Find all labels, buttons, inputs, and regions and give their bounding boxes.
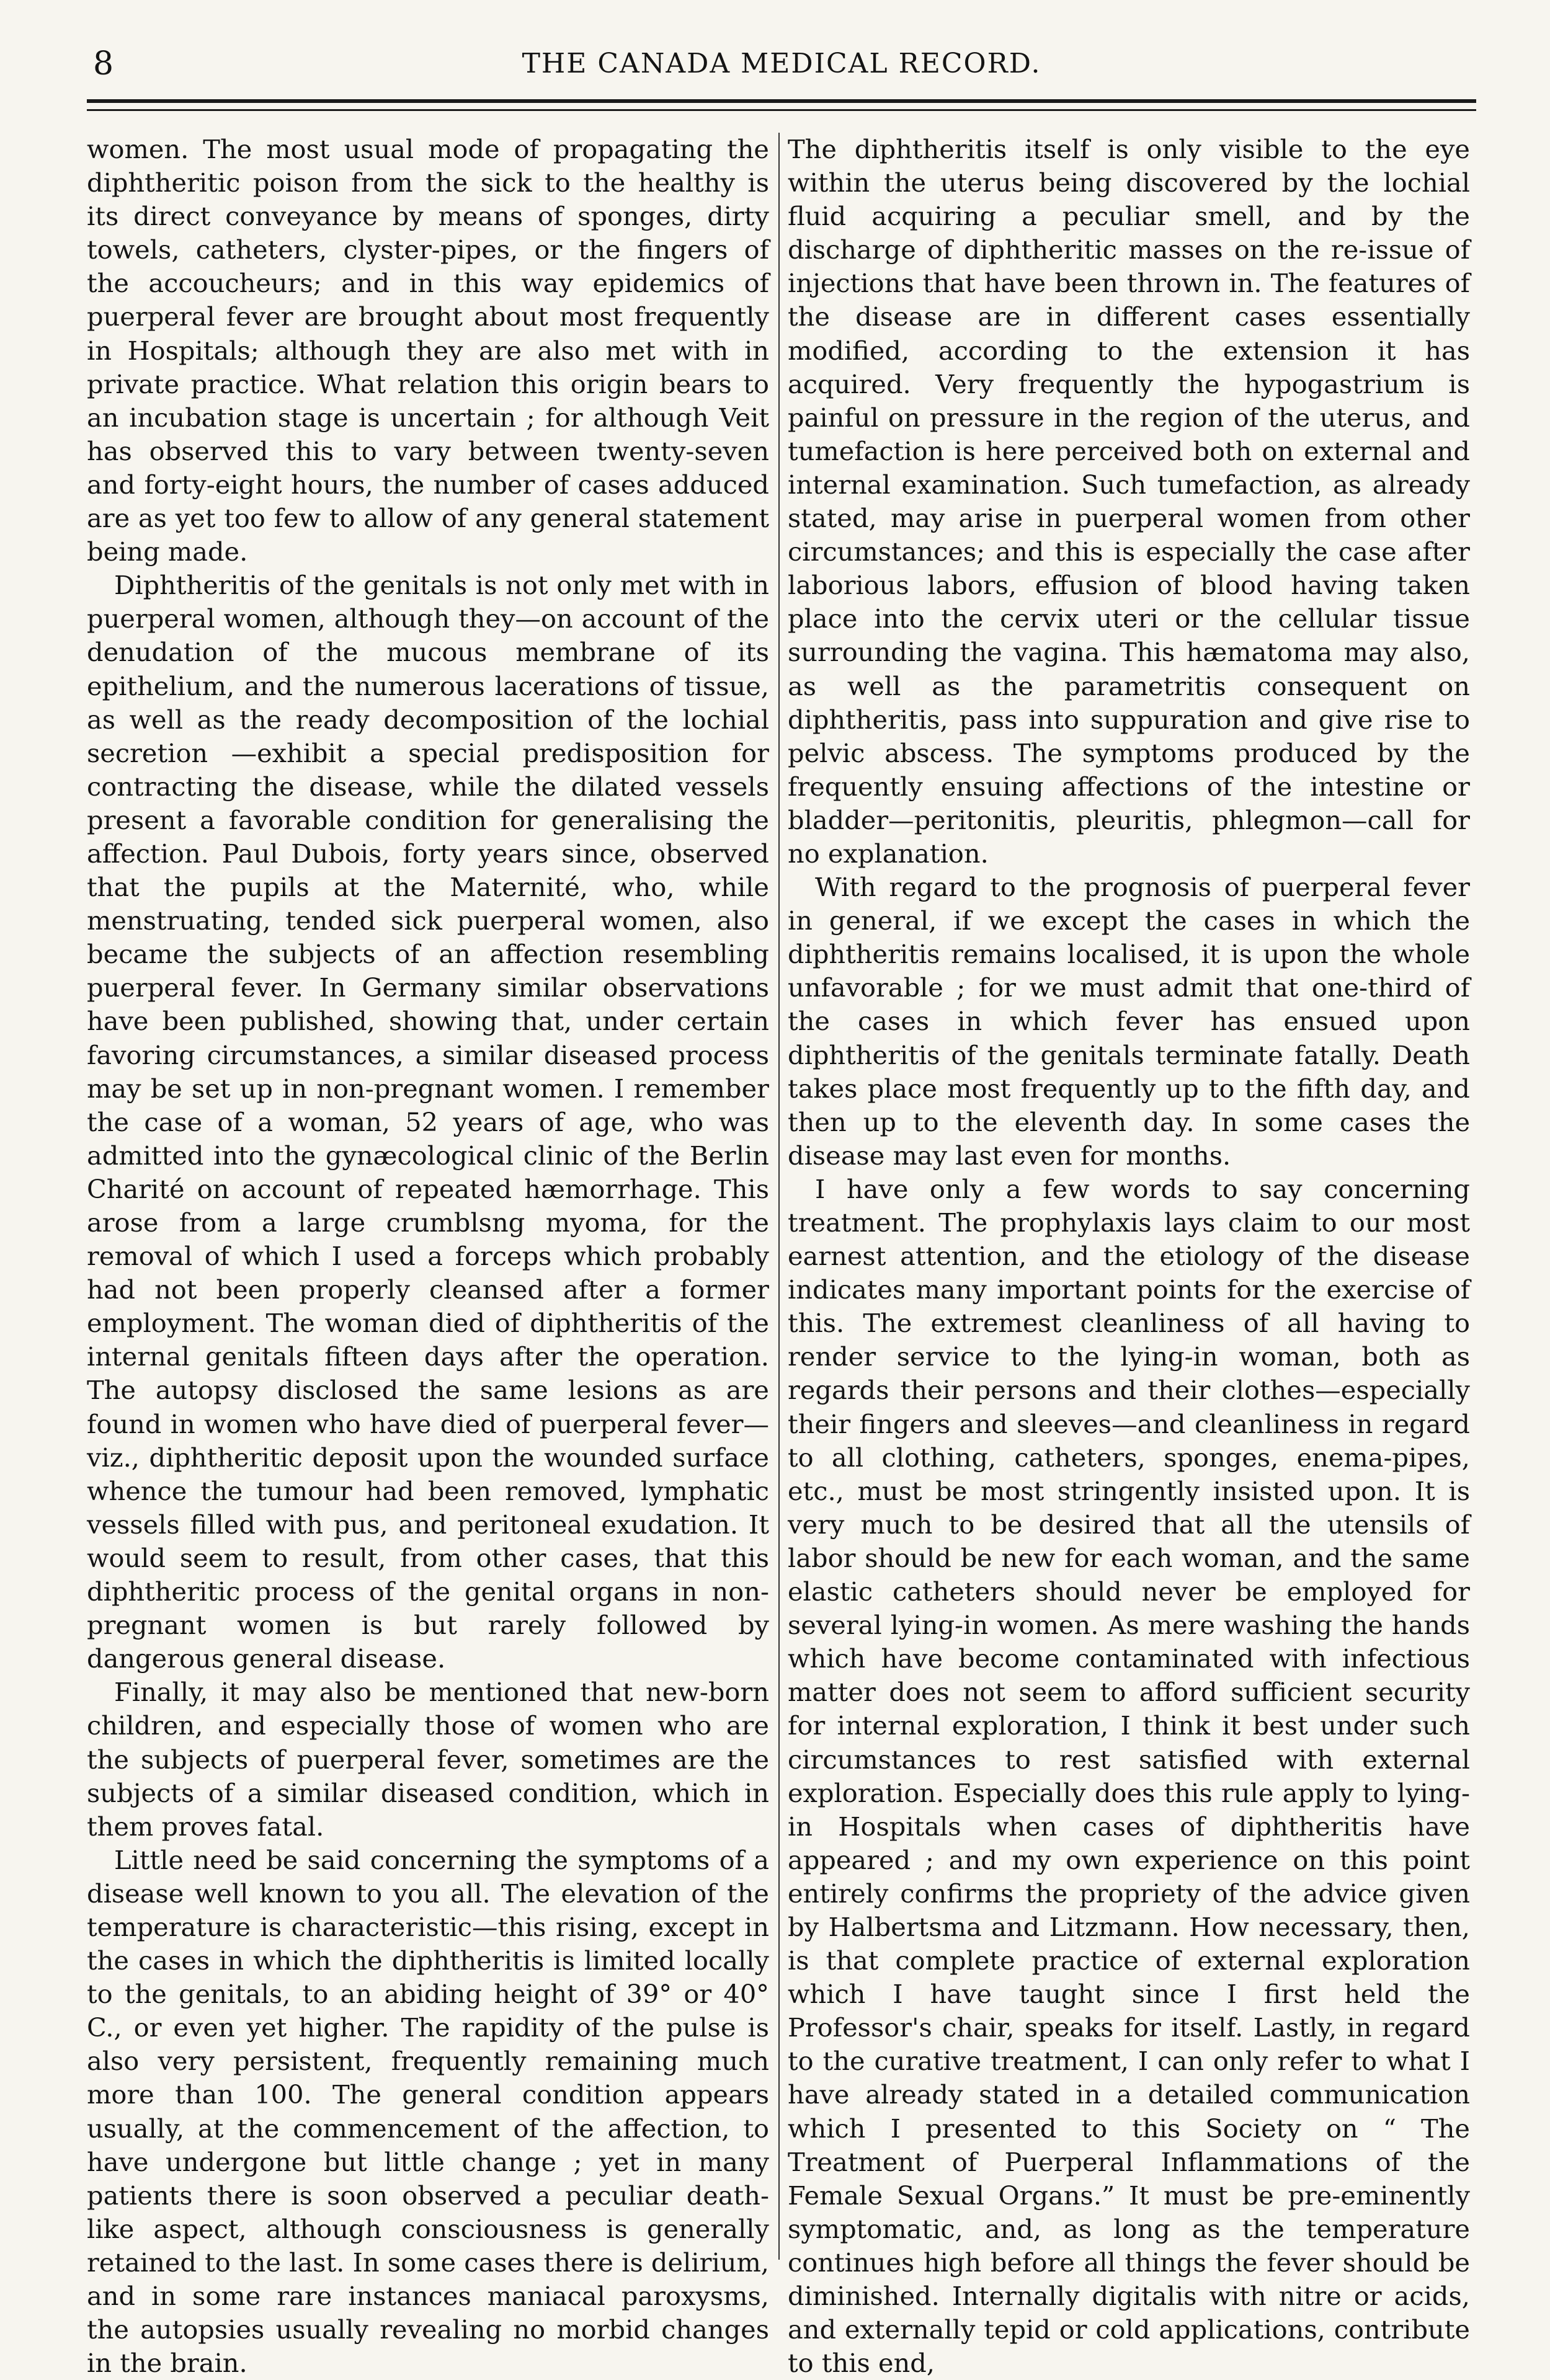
running-title: THE CANADA MEDICAL RECORD. (522, 48, 1041, 79)
paragraph: I have only a few words to say concerning treatment. The prophylaxis lays claim to our most earnest attention, and the etiology of the disease indicates many important points for the exercise of this. The extremest cleanliness of all having to render service to the lying-in woman, both as regards their persons and their clothes—especially their fingers and sleeves—and cleanliness in regard to all clothing, catheters, sponges, enema-pipes, etc., must be most stringently insisted upon. It is very much to be desired that all the utensils of labor should be new for each woman, and the same elastic catheters should never be employed for several lying-in women. As mere washing the hands which have become contaminated with infectious matter does not seem to afford sufficient security for internal exploration, I think it best under such circumstances to rest satisfied with external exploration. Especially does this rule apply to lying-in Hospitals when cases of diphtheritis have appeared ; and my own experience on this point entirely confirms the propriety of the advice given by Halbertsma and Litzmann. How necessary, then, is that complete practice of external exploration which I have taught since I first held the Professor's chair, speaks for itself. Lastly, in regard to the curative treatment, I can only refer to what I have already stated in a detailed communication which I presented to this Society on “ The Treatment of Puerperal Inflammations of the Female Sexual Organs.” It must be pre-eminently symptomatic, and, as long as the temperature continues high before all things the fever should be diminished. Internally digitalis with nitre or acids, and externally tepid or cold applications, contribute to this end, (788, 1173, 1470, 2379)
column-divider (778, 133, 780, 2260)
paragraph: The diphtheritis itself is only visible to the eye within the uterus being discovered by the lochial fluid acquiring a peculiar smell, and by the discharge of diphtheritic masses on the re-issue of injections that have been thrown in. The features of the disease are in different cases essentially modified, according to the extension it has acquired. Very frequently the hypogastrium is painful on pressure in the region of the uterus, and tumefaction is here perceived both on external and internal examination. Such tumefaction, as already stated, may arise in puerperal women from other circumstances; and this is especially the case after laborious labors, effusion of blood having taken place into the cervix uteri or the cellular tissue surrounding the vagina. This hæmatoma may also, as well as the parametritis consequent on diphtheritis, pass into suppuration and give rise to pelvic abscess. The symptoms produced by the frequently ensuing affections of the intestine or bladder—peritonitis, pleuritis, phlegmon—call for no explanation. (788, 134, 1470, 869)
paragraph: women. The most usual mode of propagating the diphtheritic poison from the sick to the healthy is its direct conveyance by means of sponges, dirty towels, catheters, clyster-pipes, or the fingers of the accoucheurs; and in this way epidemics of puerperal fever are brought about most frequently in Hospitals; although they are also met with in private practice. What relation this origin bears to an incubation stage is uncertain ; for although Veit has observed this to vary between twenty-seven and forty-eight hours, the number of cases adduced are as yet too few to allow of any general statement being made. (87, 134, 769, 567)
paragraph: With regard to the prognosis of puerperal fever in general, if we except the cases in which the diphtheritis remains localised, it is upon the whole unfavorable ; for we must admit that one-third of the cases in which fever has ensued upon diphtheritis of the genitals terminate fatally. Death takes place most frequently up to the fifth day, and then up to the eleventh day. In some cases the disease may last even for months. (788, 872, 1470, 1171)
right-column (788, 133, 1470, 2379)
left-column (87, 133, 769, 2379)
paragraph: Finally, it may also be mentioned that new-born children, and especially those of women who are the subjects of puerperal fever, sometimes are the subjects of a similar diseased condition, which in them proves fatal. (87, 1677, 769, 1842)
paragraph: Diphtheritis of the genitals is not only met with in puerperal women, although they—on account of the denudation of the mucous membrane of its epithelium, and the numerous lacerations of tissue, as well as the ready decomposition of the lochial secretion —exhibit a special predisposition for contracting the disease, while the dilated vessels present a favorable condition for generalising the affection. Paul Dubois, forty years since, observed that the pupils at the Maternité, who, while menstruating, tended sick puerperal women, also became the subjects of an affection resembling puerperal fever. In Germany similar observations have been published, showing that, under certain favoring circumstances, a similar diseased process may be set up in non-pregnant women. I remember the case of a woman, 52 years of age, who was admitted into the gynæcological clinic of the Berlin Charité on account of repeated hæmorrhage. This arose from a large crumblsng myoma, for the removal of which I used a forceps which probably had not been properly cleansed after a former employment. The woman died of diphtheritis of the internal genitals fifteen days after the operation. The autopsy disclosed the same lesions as are found in women who have died of puerperal fever—viz., diphtheritic deposit upon the wounded surface whence the tumour had been removed, lymphatic vessels filled with pus, and peritoneal exudation. It would seem to result, from other cases, that this diphtheritic process of the genital organs in non-pregnant women is but rarely followed by dangerous general disease. (87, 570, 769, 1674)
page-header (93, 42, 1470, 86)
header-rule-thick (87, 99, 1476, 103)
header-rule-thin (87, 109, 1476, 111)
page-number: 8 (93, 45, 114, 82)
paragraph: Little need be said concerning the symptoms of a disease well known to you all. The elevation of the temperature is characteristic—this rising, except in the cases in which the diphtheritis is limited locally to the genitals, to an abiding height of 39° or 40° C., or even yet higher. The rapidity of the pulse is also very persistent, frequently remaining much more than 100. The general condition appears usually, at the commencement of the affection, to have undergone but little change ; yet in many patients there is soon observed a peculiar death-like aspect, although consciousness is generally retained to the last. In some cases there is delirium, and in some rare instances maniacal paroxysms, the autopsies usually revealing no morbid changes in the brain. (87, 1844, 769, 2379)
